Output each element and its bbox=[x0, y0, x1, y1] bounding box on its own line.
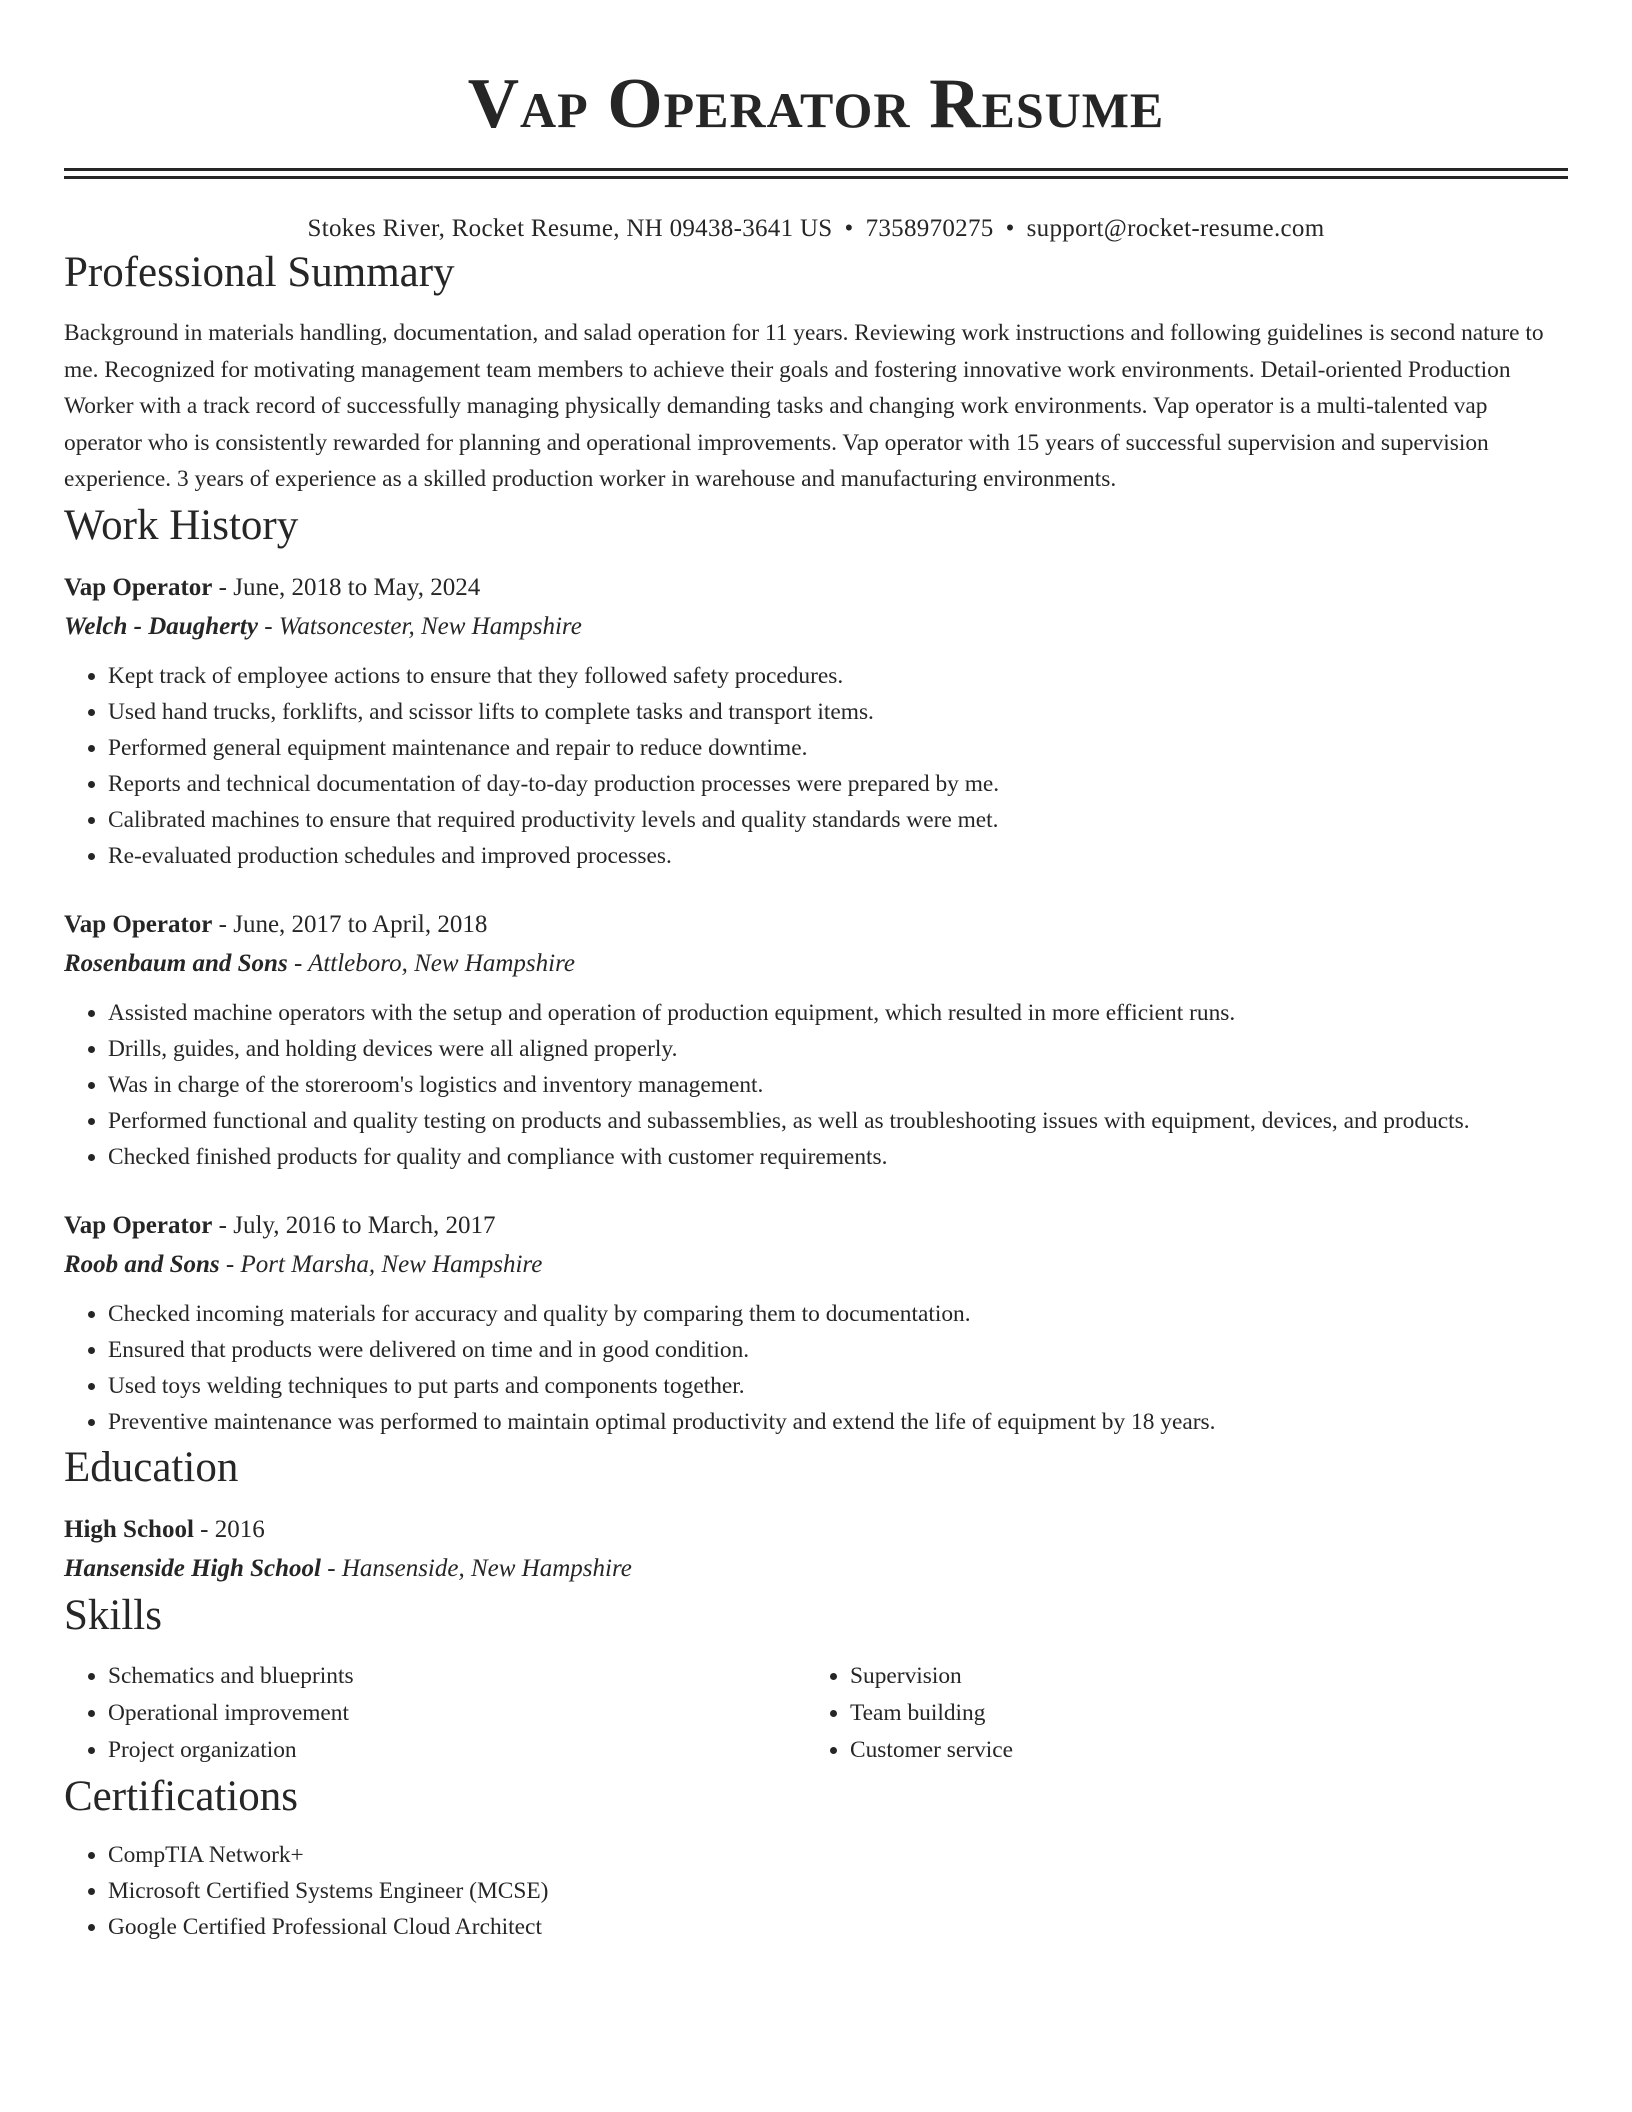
list-item: • Assisted machine operators with the setup and operation of production equipment, which resulted in more efficient runs. bbox=[108, 995, 1568, 1031]
list-item: • Project organization bbox=[108, 1732, 806, 1769]
company-line bbox=[64, 607, 1568, 646]
skills-list-left bbox=[64, 1658, 806, 1769]
company-name: Roob and Sons bbox=[64, 1250, 220, 1278]
job-duties-list bbox=[64, 658, 1568, 874]
job-dates: June, 2018 to May, 2024 bbox=[233, 573, 481, 601]
title-divider bbox=[64, 168, 1568, 179]
certifications-heading: Certifications bbox=[64, 1772, 299, 1820]
list-item: • Checked incoming materials for accuracy and quality by comparing them to documentation. bbox=[108, 1296, 1568, 1332]
job-entry bbox=[64, 568, 1568, 874]
resume-title: Vap Operator Resume bbox=[467, 65, 1165, 143]
list-item: • Calibrated machines to ensure that required productivity levels and quality standards were met. bbox=[108, 802, 1568, 838]
company-location: Watsoncester, New Hampshire bbox=[278, 612, 582, 640]
list-item: • Used toys welding techniques to put parts and components together. bbox=[108, 1368, 1568, 1404]
job-title: Vap Operator bbox=[64, 910, 213, 938]
list-item: • Ensured that products were delivered on time and in good condition. bbox=[108, 1332, 1568, 1368]
resume-page bbox=[64, 0, 1568, 1945]
list-item: • Schematics and blueprints bbox=[108, 1658, 806, 1695]
graduation-year: 2016 bbox=[214, 1515, 265, 1543]
education-heading: Education bbox=[64, 1443, 239, 1491]
list-item: • Kept track of employee actions to ensure that they followed safety procedures. bbox=[108, 658, 1568, 694]
work-history-heading: Work History bbox=[64, 501, 299, 549]
contact-phone: 7358970275 bbox=[865, 215, 994, 242]
job-entry bbox=[64, 905, 1568, 1175]
contact-separator: • bbox=[844, 215, 854, 242]
list-item: • Checked finished products for quality and compliance with customer requirements. bbox=[108, 1139, 1568, 1175]
dash: - bbox=[321, 1554, 342, 1582]
dash: - bbox=[212, 910, 234, 938]
list-item: • Performed functional and quality testing on products and subassemblies, as well as troubleshooting issues with equipment, devices, and products. bbox=[108, 1103, 1568, 1139]
list-item: • Was in charge of the storeroom's logistics and inventory management. bbox=[108, 1067, 1568, 1103]
list-item: • Team building bbox=[850, 1695, 1550, 1732]
job-dates: June, 2017 to April, 2018 bbox=[233, 910, 488, 938]
degree: High School bbox=[64, 1515, 194, 1543]
skills-heading: Skills bbox=[64, 1591, 162, 1639]
list-item: • Preventive maintenance was performed to maintain optimal productivity and extend the life of equipment by 18 years. bbox=[108, 1404, 1568, 1440]
list-item: • Microsoft Certified Systems Engineer (MCSE) bbox=[108, 1873, 1568, 1909]
list-item: • Re-evaluated production schedules and improved processes. bbox=[108, 838, 1568, 874]
job-entry bbox=[64, 1206, 1568, 1440]
company-location: Attleboro, New Hampshire bbox=[308, 949, 575, 977]
dash: - bbox=[193, 1515, 215, 1543]
dash: - bbox=[212, 1211, 234, 1239]
dash: - bbox=[219, 1250, 241, 1278]
job-title: Vap Operator bbox=[64, 1211, 213, 1239]
job-dates: July, 2016 to March, 2017 bbox=[233, 1211, 496, 1239]
school-location: Hansenside, New Hampshire bbox=[341, 1554, 632, 1582]
list-item: • Reports and technical documentation of day-to-day production processes were prepared by me. bbox=[108, 766, 1568, 802]
company-line bbox=[64, 944, 1568, 983]
school-name: Hansenside High School bbox=[64, 1554, 321, 1582]
list-item: • Used hand trucks, forklifts, and scissor lifts to complete tasks and transport items. bbox=[108, 694, 1568, 730]
certifications-list bbox=[64, 1837, 1568, 1945]
summary-text: Background in materials handling, documentation, and salad operation for 11 years. Reviewing work instructions and following guidelines is second nature to me. Recognized for motivating management team members to achieve their goals and fostering innovative work environments. Detail-oriented Production Worker with a track record of successfully managing physically demanding tasks and changing work environments. Vap operator is a multi-talented vap operator who is consistently rewarded for planning and operational improvements. Vap operator with 15 years of successful supervision and supervision experience. 3 years of experience as a skilled production worker in warehouse and manufacturing environments. bbox=[64, 320, 1544, 492]
job-duties-list bbox=[64, 1296, 1568, 1440]
contact-line bbox=[64, 213, 1568, 245]
dash: - bbox=[212, 573, 234, 601]
contact-separator: • bbox=[1005, 215, 1015, 242]
dash: - bbox=[257, 612, 279, 640]
skills-columns bbox=[64, 1658, 1568, 1769]
list-item: • Drills, guides, and holding devices were all aligned properly. bbox=[108, 1031, 1568, 1067]
job-title-line bbox=[64, 568, 1568, 607]
list-item: • Supervision bbox=[850, 1658, 1550, 1695]
degree-line bbox=[64, 1510, 1568, 1549]
skills-list-right bbox=[806, 1658, 1550, 1769]
contact-email: support@rocket-resume.com bbox=[1026, 215, 1325, 242]
company-line bbox=[64, 1245, 1568, 1284]
company-location: Port Marsha, New Hampshire bbox=[240, 1250, 543, 1278]
summary-heading: Professional Summary bbox=[64, 249, 455, 296]
list-item: • Operational improvement bbox=[108, 1695, 806, 1732]
job-title: Vap Operator bbox=[64, 573, 213, 601]
contact-address: Stokes River, Rocket Resume, NH 09438-3641 US bbox=[307, 215, 833, 242]
dash: - bbox=[287, 949, 309, 977]
school-line bbox=[64, 1549, 1568, 1588]
list-item: • Google Certified Professional Cloud Architect bbox=[108, 1909, 1568, 1945]
job-title-line bbox=[64, 1206, 1568, 1245]
list-item: • Performed general equipment maintenance and repair to reduce downtime. bbox=[108, 730, 1568, 766]
list-item: • Customer service bbox=[850, 1732, 1550, 1769]
education-entry bbox=[64, 1510, 1568, 1588]
list-item: • CompTIA Network+ bbox=[108, 1837, 1568, 1873]
job-duties-list bbox=[64, 995, 1568, 1175]
company-name: Welch - Daugherty bbox=[64, 612, 258, 640]
job-title-line bbox=[64, 905, 1568, 944]
company-name: Rosenbaum and Sons bbox=[64, 949, 288, 977]
